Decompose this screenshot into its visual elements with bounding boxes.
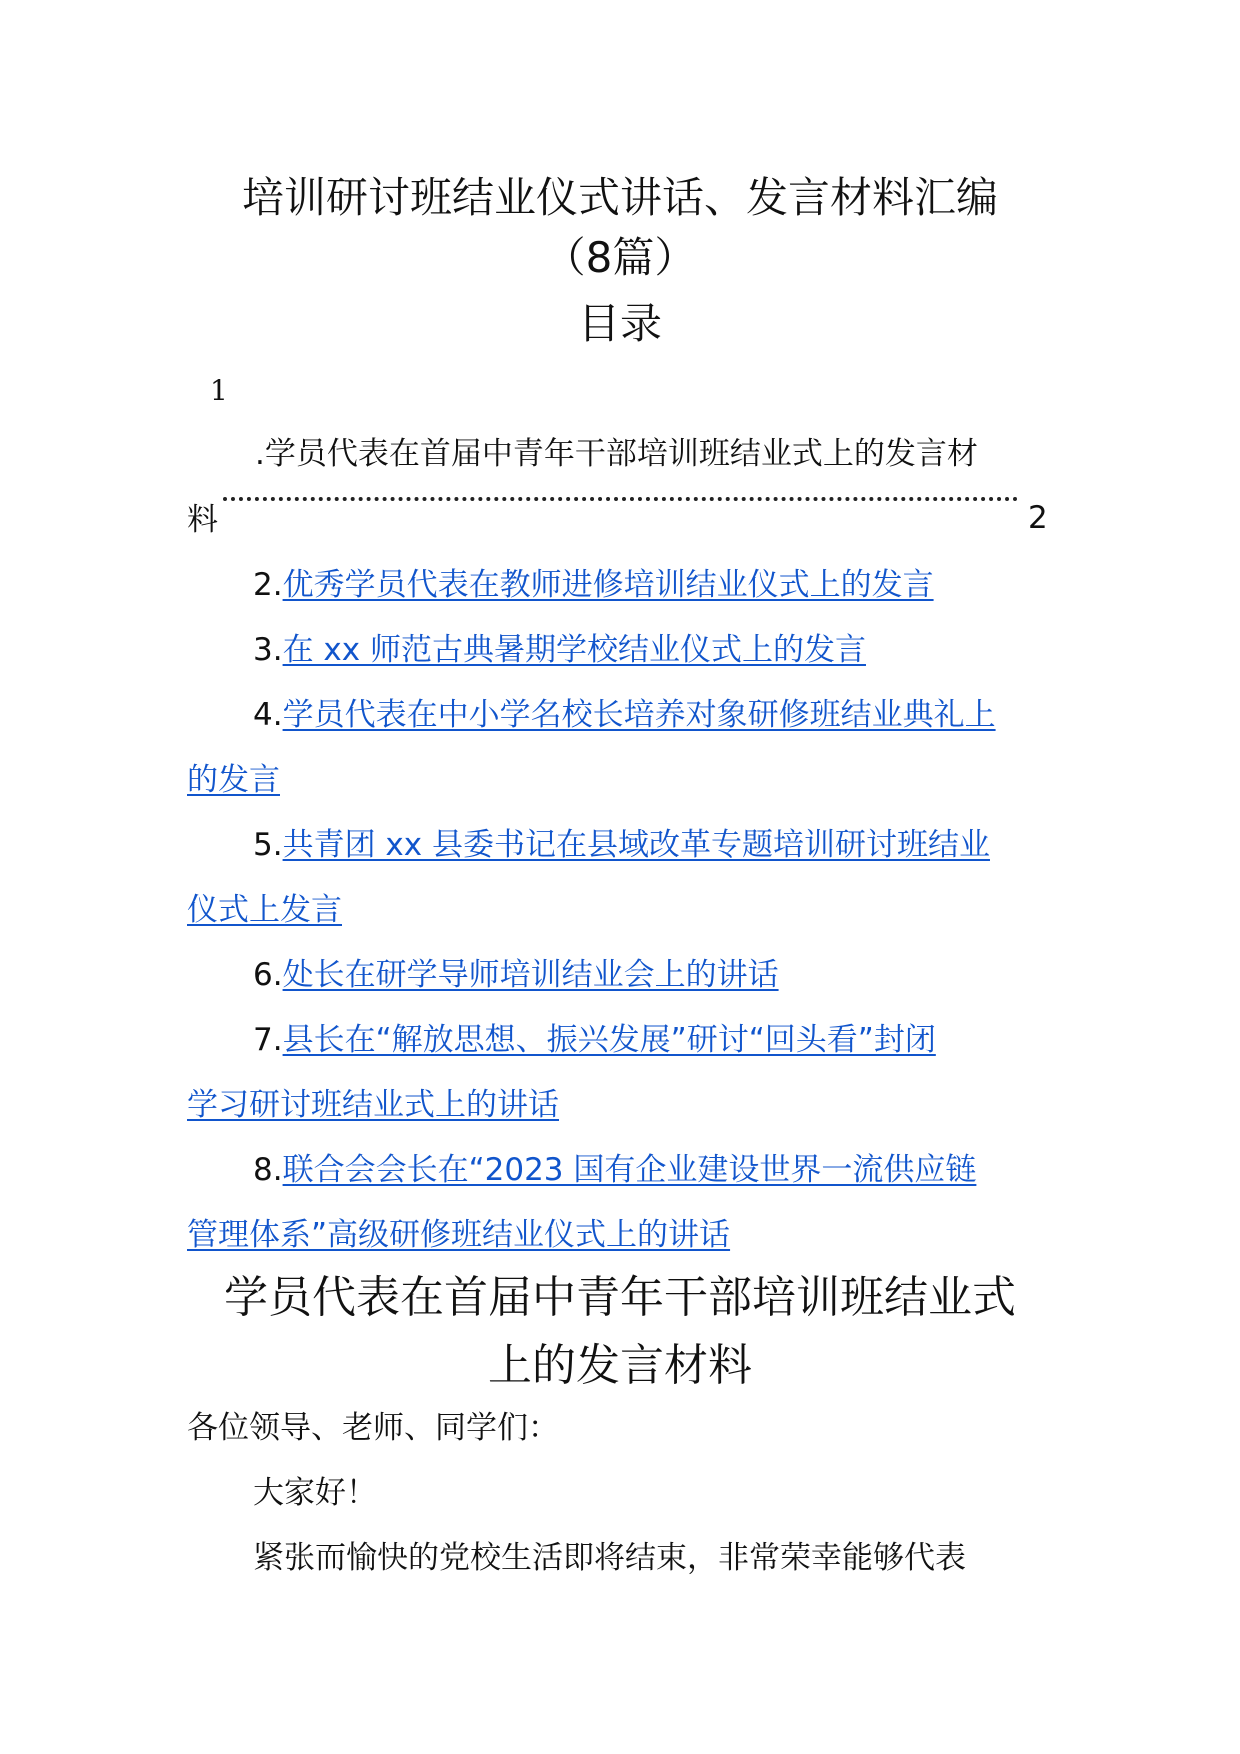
toc-item-1-page-number: 2 bbox=[1028, 500, 1048, 536]
toc-item-4-link-line1[interactable]: 学员代表在中小学名校长培养对象研修班结业典礼上 bbox=[282, 697, 996, 733]
toc-item-4-number: 4. bbox=[253, 697, 283, 733]
toc-item-7 bbox=[253, 1020, 936, 1060]
toc-item-8-link-line1[interactable]: 联合会会长在“2023 国有企业建设世界一流供应链 bbox=[282, 1152, 977, 1188]
toc-item-7-link-line1[interactable]: 县长在“解放思想、振兴发展”研讨“回头看”封闭 bbox=[282, 1022, 936, 1058]
toc-item-2 bbox=[253, 565, 934, 605]
toc-item-7-number: 7. bbox=[253, 1022, 283, 1058]
toc-item-3-number: 3. bbox=[253, 632, 283, 668]
toc-item-1-line2: 料 bbox=[187, 502, 218, 538]
toc-item-6-link[interactable]: 处长在研学导师培训结业会上的讲话 bbox=[282, 957, 779, 993]
toc-item-7-link-line2[interactable]: 学习研讨班结业式上的讲话 bbox=[187, 1087, 559, 1123]
greeting: 大家好！ bbox=[253, 1475, 377, 1511]
document-title-line1: 培训研讨班结业仪式讲话、发言材料汇编 bbox=[241, 173, 998, 222]
toc-item-3-link[interactable]: 在 xx 师范古典暑期学校结业仪式上的发言 bbox=[282, 632, 866, 668]
toc-item-6-number: 6. bbox=[253, 957, 283, 993]
section-title-line2: 上的发言材料 bbox=[488, 1340, 752, 1391]
toc-item-8-number: 8. bbox=[253, 1152, 283, 1188]
toc-item-8 bbox=[253, 1150, 976, 1190]
salutation: 各位领导、老师、同学们： bbox=[187, 1410, 559, 1446]
toc-item-4-link-line2[interactable]: 的发言 bbox=[187, 762, 280, 798]
toc-item-2-number: 2. bbox=[253, 567, 283, 603]
toc-item-2-link[interactable]: 优秀学员代表在教师进修培训结业仪式上的发言 bbox=[282, 567, 934, 603]
toc-item-6 bbox=[253, 955, 779, 995]
section-title-line1: 学员代表在首届中青年干部培训班结业式 bbox=[224, 1272, 1016, 1323]
toc-item-1-line1: .学员代表在首届中青年干部培训班结业式上的发言材 bbox=[255, 436, 978, 472]
toc-item-8-link-line2[interactable]: 管理体系”高级研修班结业仪式上的讲话 bbox=[187, 1217, 731, 1253]
toc-item-5-link-line1[interactable]: 共青团 xx 县委书记在县域改革专题培训研讨班结业 bbox=[282, 827, 990, 863]
toc-item-5 bbox=[253, 825, 990, 865]
toc-item-4 bbox=[253, 695, 996, 735]
toc-item-3 bbox=[253, 630, 866, 670]
toc-heading: 目录 bbox=[577, 299, 662, 348]
toc-item-5-link-line2[interactable]: 仪式上发言 bbox=[187, 892, 342, 928]
toc-dot-leader bbox=[223, 497, 1018, 501]
paragraph-start: 紧张而愉快的党校生活即将结束，非常荣幸能够代表 bbox=[253, 1540, 966, 1576]
document-title-line2: （8篇） bbox=[543, 233, 697, 282]
toc-item-5-number: 5. bbox=[253, 827, 283, 863]
toc-item-1-number: 1 bbox=[210, 374, 228, 407]
